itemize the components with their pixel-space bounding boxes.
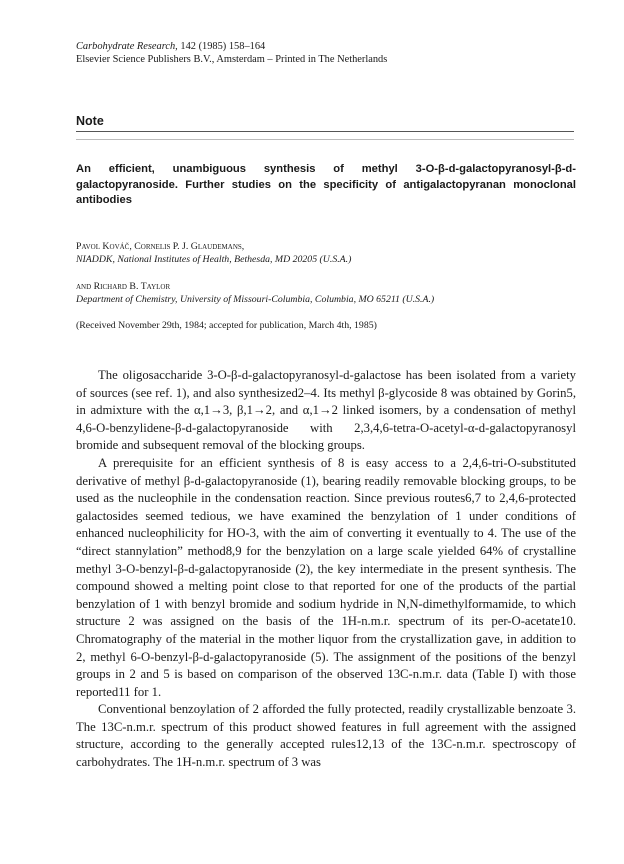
divider-rule (76, 131, 574, 132)
journal-citation: 142 (1985) 158–164 (177, 41, 266, 52)
body-paragraph: Conventional benzoylation of 2 afforded the fully protected, readily crystallizable benzoate 3. The 13C-n.m.r. spectrum of this product showed features in full agreement with the assigned structure, according to the generally accepted rules12,13 of the 13C-n.m.r. spectroscopy of carbohydrates. The 1H-n.m.r. spectrum of 3 was (76, 702, 576, 770)
received-dates: (Received November 29th, 1984; accepted for publication, March 4th, 1985) (76, 320, 377, 331)
body-paragraph: A prerequisite for an efficient synthesis of 8 is easy access to a 2,4,6-tri-O-substituted derivative of methyl β-d-galactopyranoside (1), bearing readily removable blocking groups, to be used as the nucleophile in the condensation reaction. Since previous routes6,7 to 2,4,6-protected galactosides seemed tedious, we have examined the benzylation of 1 under conditions of enhanced nucleophilicity for HO-3, with the aim of converting it eventually to 4. The use of the “direct stannylation” method8,9 for the benzylation on a large scale yielded 64% of crystalline methyl 3-O-benzyl-β-d-galactopyranoside (2), the key intermediate in the present synthesis. The compound showed a melting point close to that reported for one of the products of the partial benzylation of 1 with benzyl bromide and sodium hydride in N,N-dimethylformamide, to which structure 2 was assigned on the basis of the 1H-n.m.r. spectrum of its per-O-acetate10. Chromatography of the material in the mother liquor from the crystallization gave, in addition to 2, methyl 6-O-benzyl-β-d-galactopyranoside (5). The assignment of the positions of the benzyl groups in 2 and 5 is based on comparison of the observed 13C-n.m.r. data (Table I) with those reported11 for 1. (76, 455, 576, 699)
author-affiliation: NIADDK, National Institutes of Health, Bethesda, MD 20205 (U.S.A.) (76, 254, 352, 265)
article-title: An efficient, unambiguous synthesis of methyl 3-O-β-d-galactopyranosyl-β-d-galactopyranoside. Further studies on the specificity of antigalactopyranan monoclonal antibodies (76, 163, 576, 206)
section-label: Note (76, 114, 104, 128)
body-paragraph: The oligosaccharide 3-O-β-d-galactopyranosyl-d-galactose has been isolated from a variety of sources (see ref. 1), and also synthesized2–4. Its methyl β-glycoside 8 was obtained by Gorin5, in admixture with the α,1→3, β,1→2, and α,1→2 linked isomers, by a condensation of methyl 4,6-O-benzylidene-β-d-galactopyranoside with 2,3,4,6-tetra-O-acetyl-α-d-galactopyranosyl bromide and subsequent removal of the blocking groups. (76, 368, 576, 453)
author-block-2 (76, 280, 434, 306)
article-body (76, 367, 576, 772)
divider-rule-light (76, 139, 574, 140)
author-block-1 (76, 240, 351, 266)
publisher-line: Elsevier Science Publishers B.V., Amsterdam – Printed in The Netherlands (76, 54, 388, 65)
journal-header (76, 40, 387, 66)
author-names: Pavol Kováč, Cornelis P. J. Glaudemans, (76, 241, 245, 252)
author-affiliation: Department of Chemistry, University of Missouri-Columbia, Columbia, MO 65211 (U.S.A.) (76, 294, 435, 305)
journal-name: Carbohydrate Research, (76, 41, 178, 52)
author-names: and Richard B. Taylor (76, 281, 171, 292)
